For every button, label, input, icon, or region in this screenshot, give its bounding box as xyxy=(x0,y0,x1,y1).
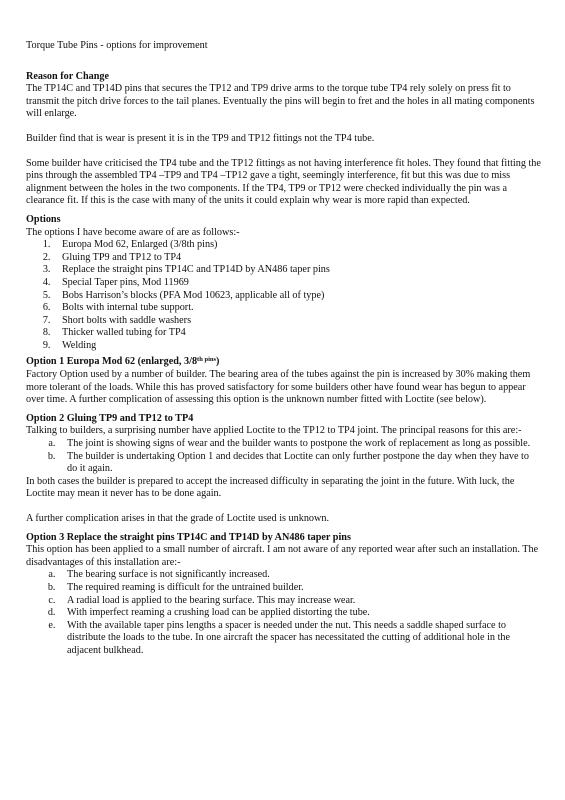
options-heading: Options xyxy=(26,213,61,225)
option-3-disadvantage-item: b. The required reaming is difficult for the untrained builder. xyxy=(58,582,541,595)
options-list-item: 5. Bobs Harrison’s blocks (PFA Mod 10623, applicable all of type) xyxy=(53,290,541,303)
option-3-disadvantages-list xyxy=(26,569,541,657)
options-list-item: 4. Special Taper pins, Mod 11969 xyxy=(53,277,541,290)
option-1-heading-close: ) xyxy=(216,356,220,368)
section-options xyxy=(26,214,541,353)
reason-paragraph-2: Builder find that is wear is present it is in the TP9 and TP12 fittings not the TP4 tube. xyxy=(26,132,375,144)
option-1-heading xyxy=(26,356,541,369)
option-3-heading: Option 3 Replace the straight pins TP14C and TP14D by AN486 taper pins xyxy=(26,531,351,543)
option-3-disadvantage-item: e. With the available taper pins lengths a spacer is needed under the nut. This needs a saddle shaped surface to distribute the loads to the tube. In one aircraft the spacer has necessitated the cutting of additional hole in the adjacent bulkhead. xyxy=(58,620,541,658)
options-list xyxy=(26,239,541,352)
option-3-disadvantage-item: c. A radial load is applied to the bearing surface. This may increase wear. xyxy=(58,595,541,608)
options-list-item: 8. Thicker walled tubing for TP4 xyxy=(53,327,541,340)
reason-paragraph-1: The TP14C and TP14D pins that secures the TP12 and TP9 drive arms to the torque tube TP4 rely solely on press fit to transmit the pitch drive forces to the tail planes. Eventually the pins will begin to fret and the holes in all mating components will enlarge. xyxy=(26,83,535,120)
option-2-reason-item: b. The builder is undertaking Option 1 and decides that Loctite can only further postpone the day when they have to do it again. xyxy=(58,451,541,476)
options-list-item: 2. Gluing TP9 and TP12 to TP4 xyxy=(53,252,541,265)
section-option-1 xyxy=(26,356,541,406)
option-1-body: Factory Option used by a number of builder. The bearing area of the tubes against the pin is increased by 30% making them more tolerant of the loads. While this has proved satisfactory for some builders other have found wear has begun to appear over time. A further complication of assessing this option is the unknown number fitted with Loctite (see below). xyxy=(26,369,531,406)
options-list-item: 9. Welding xyxy=(53,340,541,353)
option-2-reason-item: a. The joint is showing signs of wear and the builder wants to postpone the work of replacement as long as possible. xyxy=(58,438,541,451)
option-3-disadvantage-item: d. With imperfect reaming a crushing load can be applied distorting the tube. xyxy=(58,607,541,620)
document-title: Torque Tube Pins - options for improvement xyxy=(26,40,208,51)
reason-paragraph-3: Some builder have criticised the TP4 tube and the TP12 fittings as not having interference fit holes. They found that fitting the pins through the assembled TP4 –TP9 and TP4 –TP12 gave a tight, seemingly interference, fit but this was due to miss alignment between the holes in the two components. If the TP4, TP9 or TP12 were checked individually the pin was a clearance fit. If this is the case with many of the units it could explain why wear is more rapid than expected. xyxy=(26,157,541,207)
option-2-reasons-list xyxy=(26,438,541,476)
option-2-paragraph-after: In both cases the builder is prepared to accept the increased difficulty in separating the joint in the future. With luck, the Loctite may mean it never has to be done again. xyxy=(26,475,515,500)
options-list-item: 6. Bolts with internal tube support. xyxy=(53,302,541,315)
options-list-item: 1. Europa Mod 62, Enlarged (3/8th pins) xyxy=(53,239,541,252)
option-2-paragraph-last: A further complication arises in that the grade of Loctite used is unknown. xyxy=(26,513,329,524)
options-intro: The options I have become aware of are as follows:- xyxy=(26,226,240,238)
option-1-heading-superscript: th pins xyxy=(197,356,217,364)
reason-heading: Reason for Change xyxy=(26,70,110,82)
options-list-item: 7. Short bolts with saddle washers xyxy=(53,315,541,328)
section-option-3 xyxy=(26,532,541,658)
option-3-disadvantage-item: a. The bearing surface is not significantly increased. xyxy=(58,569,541,582)
option-1-heading-text: Option 1 Europa Mod 62 (enlarged, 3/8 xyxy=(26,356,198,368)
option-2-heading: Option 2 Gluing TP9 and TP12 to TP4 xyxy=(26,412,194,424)
section-option-2 xyxy=(26,413,541,526)
section-reason xyxy=(26,71,541,208)
option-2-intro: Talking to builders, a surprising number have applied Loctite to the TP12 to TP4 joint. The principal reasons for this are:- xyxy=(26,425,522,437)
options-list-item: 3. Replace the straight pins TP14C and TP14D by AN486 taper pins xyxy=(53,264,541,277)
option-3-intro: This option has been applied to a small number of aircraft. I am not aware of any reported wear after such an installation. The disadvantages of this installation are:- xyxy=(26,544,539,568)
